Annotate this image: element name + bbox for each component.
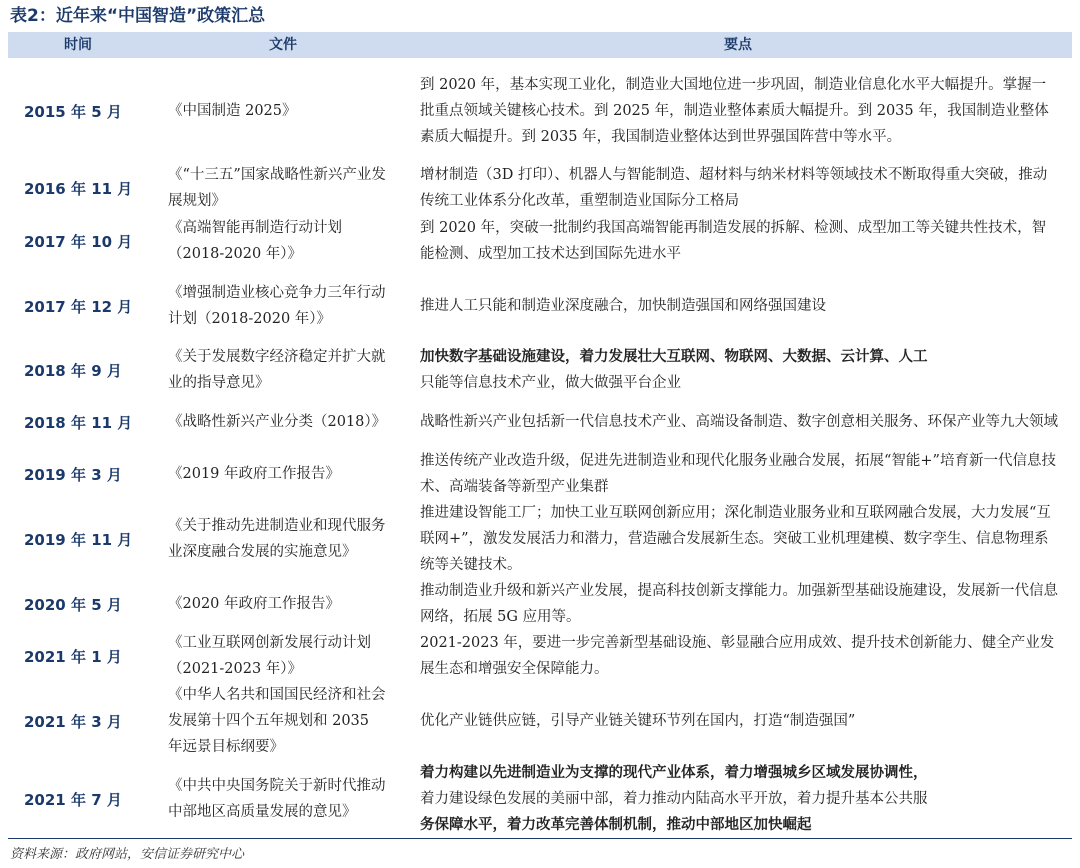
row-file: 《中共中央国务院关于新时代推动中部地区高质量发展的意见》 — [168, 778, 386, 820]
table-row — [8, 60, 1072, 162]
row-time: 2021 年 1 月 — [24, 647, 122, 666]
source-note: 资料来源：政府网站，安信证券研究中心 — [10, 847, 245, 862]
row-time: 2021 年 3 月 — [24, 712, 122, 731]
row-file: 《增强制造业核心竞争力三年行动计划（2018-2020 年）》 — [168, 285, 386, 327]
row-time: 2019 年 11 月 — [24, 530, 133, 549]
row-points — [420, 760, 1060, 838]
row-points: 优化产业链供应链，引导产业链关键环节列在国内，打造“制造强国” — [420, 713, 856, 729]
row-points-bold: 务保障水平，着力改革完善体制机制，推动中部地区加快崛起 — [420, 816, 812, 833]
row-points: 战略性新兴产业包括新一代信息技术产业、高端设备制造、数字创意相关服务、环保产业等九大领域 — [420, 414, 1058, 430]
row-file: 《中华人名共和国国民经济和社会发展第十四个五年规划和 2035 年远景目标纲要》 — [168, 687, 386, 755]
row-time: 2015 年 5 月 — [24, 102, 122, 121]
table-row — [8, 578, 1072, 630]
row-file: 《关于发展数字经济稳定并扩大就业的指导意见》 — [168, 349, 386, 391]
row-time: 2018 年 11 月 — [24, 413, 133, 432]
table-row — [8, 396, 1072, 448]
header-key-points: 要点 — [724, 37, 752, 53]
table-row — [8, 344, 1072, 396]
row-time: 2017 年 10 月 — [24, 232, 133, 251]
table-row — [8, 500, 1072, 578]
row-file: 《工业互联网创新发展行动计划（2021-2023 年）》 — [168, 635, 371, 677]
table-title: 表2：近年来“中国智造”政策汇总 — [10, 6, 266, 26]
row-points-bold: 加快数字基础设施建设，着力发展壮大互联网、物联网、大数据、云计算、人工 — [420, 348, 928, 365]
table-header — [8, 32, 1072, 58]
row-points: 推进建设智能工厂；加快工业互联网创新应用；深化制造业服务业和互联网融合发展，大力发展“互联网+”，激发发展活力和潜力，营造融合发展新生态。突破工业机理建模、数字孪生、信息物理系统等关键技术。 — [420, 505, 1051, 573]
table-row — [8, 682, 1072, 760]
row-points-bold: 着力构建以先进制造业为支撑的现代产业体系，着力增强城乡区域发展协调性， — [420, 764, 928, 781]
row-time: 2021 年 7 月 — [24, 790, 122, 809]
row-time: 2016 年 11 月 — [24, 179, 133, 198]
row-points: 推进人工只能和制造业深度融合，加快制造强国和网络强国建设 — [420, 298, 826, 314]
table-row — [8, 162, 1072, 214]
row-points — [420, 344, 1060, 396]
table-row — [8, 268, 1072, 344]
header-file: 文件 — [269, 37, 297, 53]
row-file: 《战略性新兴产业分类（2018）》 — [168, 414, 387, 430]
table-row — [8, 448, 1072, 500]
table-bottom-rule — [8, 838, 1072, 839]
row-points: 增材制造（3D 打印）、机器人与智能制造、超材料与纳米材料等领域技术不断取得重大突破，推动传统工业体系分化改革，重塑制造业国际分工格局 — [420, 167, 1048, 209]
row-points-text: 只能等信息技术产业，做大做强平台企业 — [420, 375, 681, 391]
row-points: 到 2020 年，突破一批制约我国高端智能再制造发展的拆解、检测、成型加工等关键共性技术，智能检测、成型加工技术达到国际先进水平 — [420, 220, 1047, 262]
table-row — [8, 630, 1072, 682]
row-file: 《“十三五”国家战略性新兴产业发展规划》 — [168, 167, 386, 209]
row-file: 《高端智能再制造行动计划（2018-2020 年）》 — [168, 220, 342, 262]
table-row — [8, 214, 1072, 268]
row-points: 2021-2023 年，要进一步完善新型基础设施、彰显融合应用成效、提升技术创新能力、健全产业发展生态和增强安全保障能力。 — [420, 635, 1055, 677]
row-file: 《2020 年政府工作报告》 — [168, 596, 341, 612]
row-time: 2019 年 3 月 — [24, 465, 122, 484]
row-time: 2017 年 12 月 — [24, 297, 133, 316]
row-points: 推动制造业升级和新兴产业发展，提高科技创新支撑能力。加强新型基础设施建设，发展新一代信息网络，拓展 5G 应用等。 — [420, 583, 1058, 625]
row-points-text: 着力建设绿色发展的美丽中部，着力推动内陆高水平开放，着力提升基本公共服 — [420, 791, 928, 807]
header-time: 时间 — [64, 37, 92, 53]
row-time: 2018 年 9 月 — [24, 361, 122, 380]
row-file: 《关于推动先进制造业和现代服务业深度融合发展的实施意见》 — [168, 518, 386, 560]
row-file: 《2019 年政府工作报告》 — [168, 466, 341, 482]
row-points: 推送传统产业改造升级，促进先进制造业和现代化服务业融合发展，拓展“智能+”培育新一代信息技术、高端装备等新型产业集群 — [420, 453, 1056, 495]
row-points: 到 2020 年，基本实现工业化，制造业大国地位进一步巩固，制造业信息化水平大幅提升。掌握一批重点领域关键核心技术。到 2025 年，制造业整体素质大幅提升。到 2035 年，我国制造业整体素质大幅提升。到 2035 年，我国制造业整体达到世界强国阵营中等水平。 — [420, 77, 1049, 145]
row-file: 《中国制造 2025》 — [168, 103, 297, 119]
row-time: 2020 年 5 月 — [24, 595, 122, 614]
table-row — [8, 760, 1072, 838]
